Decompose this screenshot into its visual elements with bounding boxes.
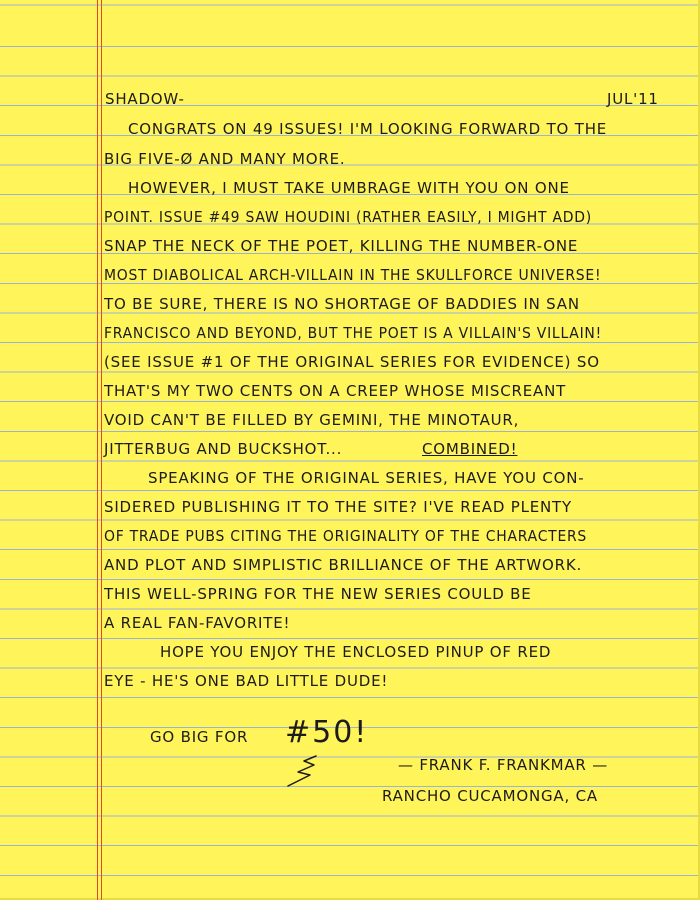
letter-line: JITTERBUG AND BUCKSHOT... [104,440,343,458]
letter-line: TO BE SURE, THERE IS NO SHORTAGE OF BADDIES IN SAN [104,295,580,313]
letter-line: CONGRATS ON 49 ISSUES! I'M LOOKING FORWARD TO THE [128,120,608,138]
letter-date: JUL'11 [607,90,659,108]
letter-line: SPEAKING OF THE ORIGINAL SERIES, HAVE YOU CON- [148,469,585,487]
closing-text: GO BIG FOR [150,728,249,746]
letter-line: EYE - HE'S ONE BAD LITTLE DUDE! [104,672,389,690]
letter-line: SIDERED PUBLISHING IT TO THE SITE? I'VE READ PLENTY [104,498,572,516]
signature-name: — FRANK F. FRANKMAR — [398,756,609,774]
letter-line: (SEE ISSUE #1 OF THE ORIGINAL SERIES FOR EVIDENCE) SO [104,353,600,371]
letter-line: BIG FIVE-Ø AND MANY MORE. [104,150,346,168]
emphasis-combined: COMBINED! [422,440,518,458]
letter-line: HOPE YOU ENJOY THE ENCLOSED PINUP OF RED [160,643,552,661]
signature-scribble-icon [280,752,350,792]
letter-line: THIS WELL-SPRING FOR THE NEW SERIES COULD BE [104,585,532,603]
margin-line [97,0,98,900]
letter-line: VOID CAN'T BE FILLED BY GEMINI, THE MINOTAUR, [104,411,520,429]
letter-line: AND PLOT AND SIMPLISTIC BRILLIANCE OF THE ARTWORK. [104,556,583,574]
letter-line: HOWEVER, I MUST TAKE UMBRAGE WITH YOU ON ONE [128,179,570,197]
letter-line: SNAP THE NECK OF THE POET, KILLING THE NUMBER-ONE [104,237,579,255]
letter-line: POINT. ISSUE #49 SAW HOUDINI (RATHER EASILY, I MIGHT ADD) [104,208,592,226]
closing-number: #50! [285,715,369,750]
margin-line [101,0,102,900]
letter-line: A REAL FAN-FAVORITE! [104,614,291,632]
letter-line: OF TRADE PUBS CITING THE ORIGINALITY OF THE CHARACTERS [104,527,588,545]
letter-line: MOST DIABOLICAL ARCH-VILLAIN IN THE SKULLFORCE UNIVERSE! [104,266,602,284]
salutation: SHADOW- [105,90,185,108]
letter-line: FRANCISCO AND BEYOND, BUT THE POET IS A VILLAIN'S VILLAIN! [104,324,602,342]
signature-location: RANCHO CUCAMONGA, CA [382,787,598,805]
letter-line: THAT'S MY TWO CENTS ON A CREEP WHOSE MISCREANT [104,382,567,400]
